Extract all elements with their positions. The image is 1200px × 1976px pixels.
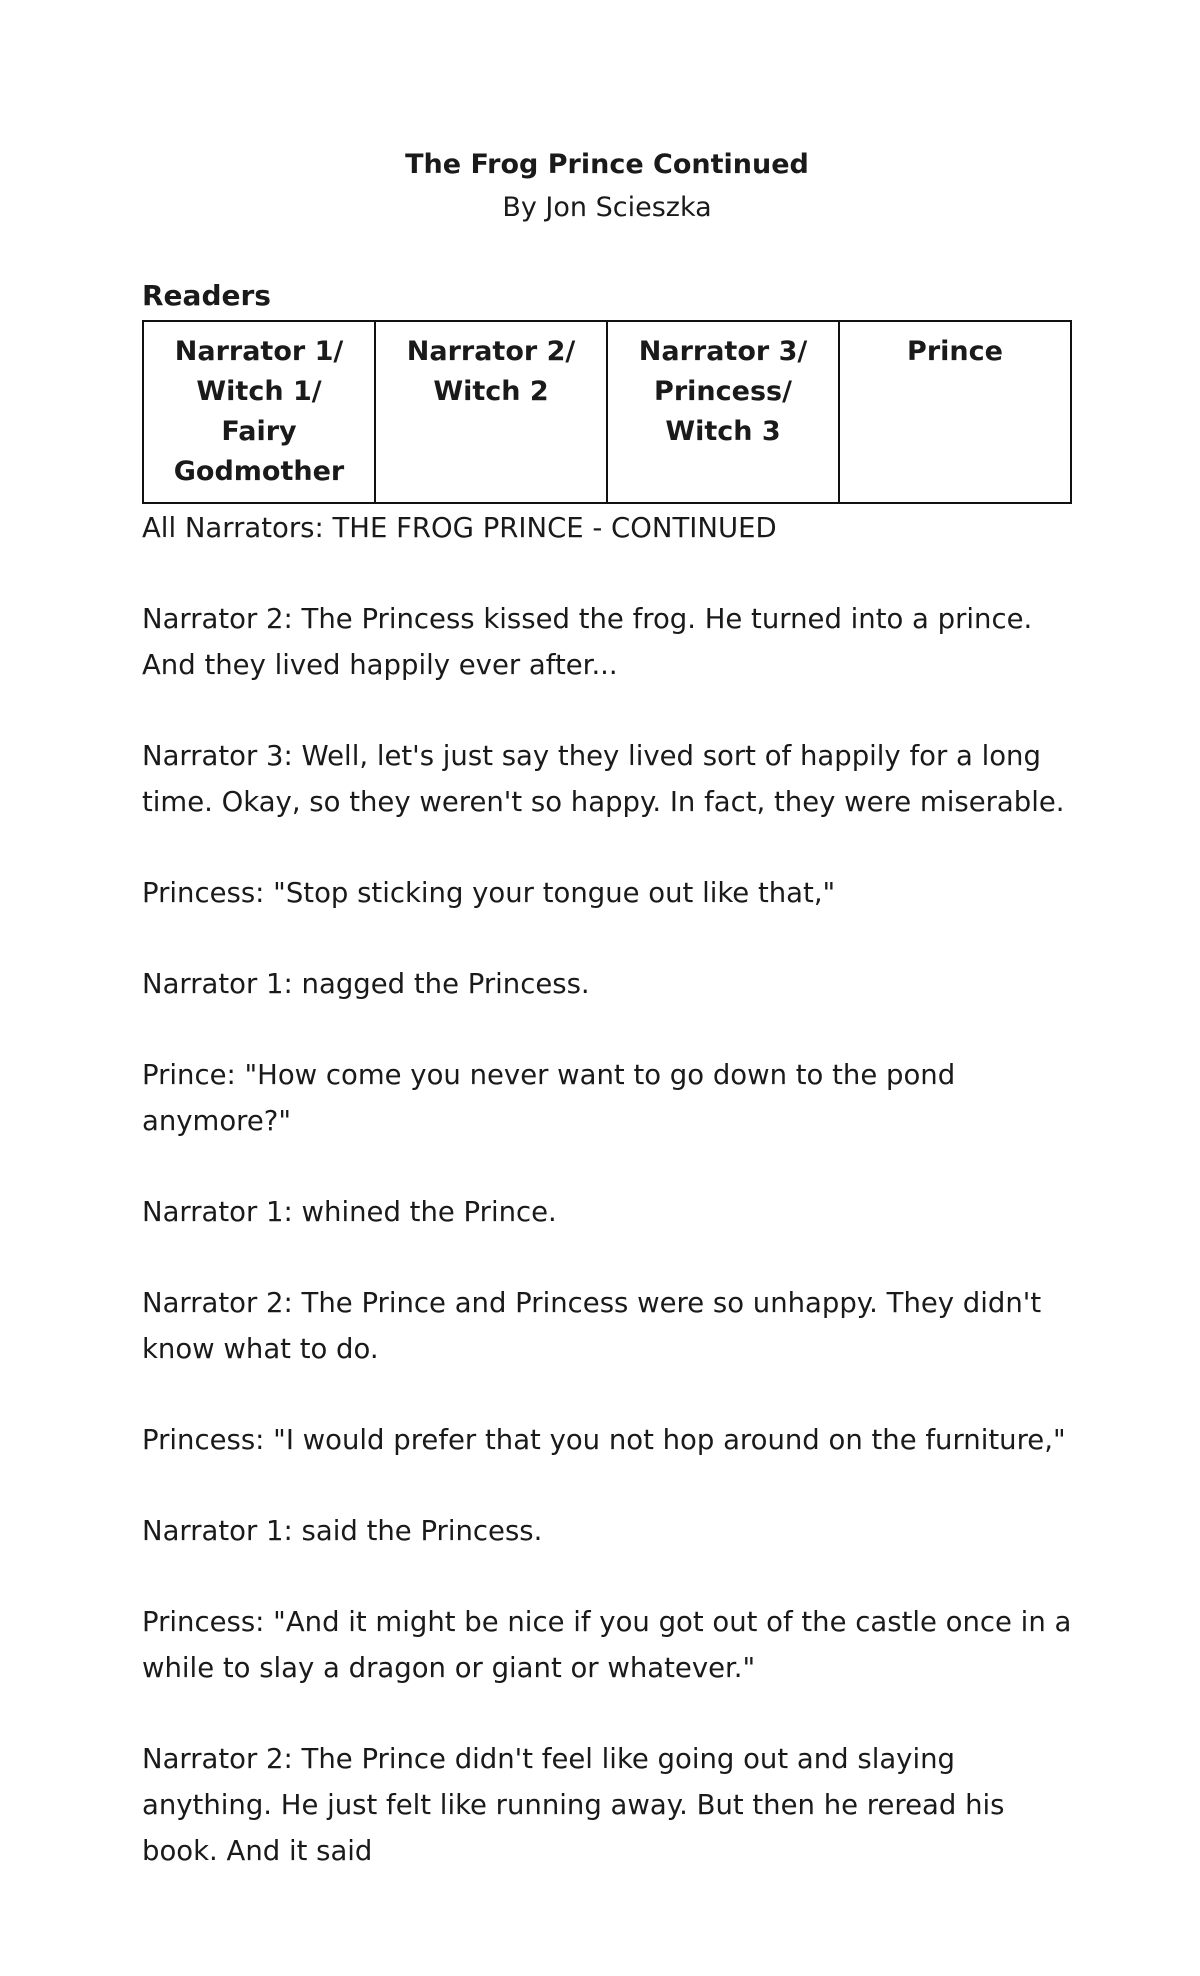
readers-row <box>143 321 1071 503</box>
readers-heading: Readers <box>142 279 271 312</box>
reader-cell-narrator-3: Narrator 3/ Princess/ Witch 3 <box>607 321 839 503</box>
script-line: Princess: "And it might be nice if you got out of the castle once in a while to slay a dragon or giant or whatever." <box>142 1606 1081 1684</box>
script-line: Narrator 2: The Prince didn't feel like going out and slaying anything. He just felt like running away. But then he reread his book. And it said <box>142 1743 1014 1867</box>
script-line: Princess: "I would prefer that you not hop around on the furniture," <box>142 1424 1066 1456</box>
readers-table <box>142 320 1072 504</box>
script-line: Prince: "How come you never want to go down to the pond anymore?" <box>142 1059 964 1137</box>
script-line: Narrator 1: nagged the Princess. <box>142 968 590 1000</box>
script-line: Narrator 2: The Prince and Princess were so unhappy. They didn't know what to do. <box>142 1287 1050 1365</box>
script-line: Narrator 2: The Princess kissed the frog. He turned into a prince. And they lived happily ever after... <box>142 603 1042 681</box>
script-line: All Narrators: THE FROG PRINCE - CONTINUED <box>142 512 777 544</box>
reader-cell-prince: Prince <box>839 321 1071 503</box>
reader-cell-narrator-2: Narrator 2/ Witch 2 <box>375 321 607 503</box>
script-line: Princess: "Stop sticking your tongue out like that," <box>142 877 836 909</box>
script-line: Narrator 1: whined the Prince. <box>142 1196 557 1228</box>
document-author: By Jon Scieszka <box>502 192 712 223</box>
document-title: The Frog Prince Continued <box>405 149 809 180</box>
script-line: Narrator 1: said the Princess. <box>142 1515 543 1547</box>
script-line: Narrator 3: Well, let's just say they lived sort of happily for a long time. Okay, so they weren't so happy. In fact, they were miserable. <box>142 740 1065 818</box>
reader-cell-narrator-1: Narrator 1/ Witch 1/ Fairy Godmother <box>143 321 375 503</box>
